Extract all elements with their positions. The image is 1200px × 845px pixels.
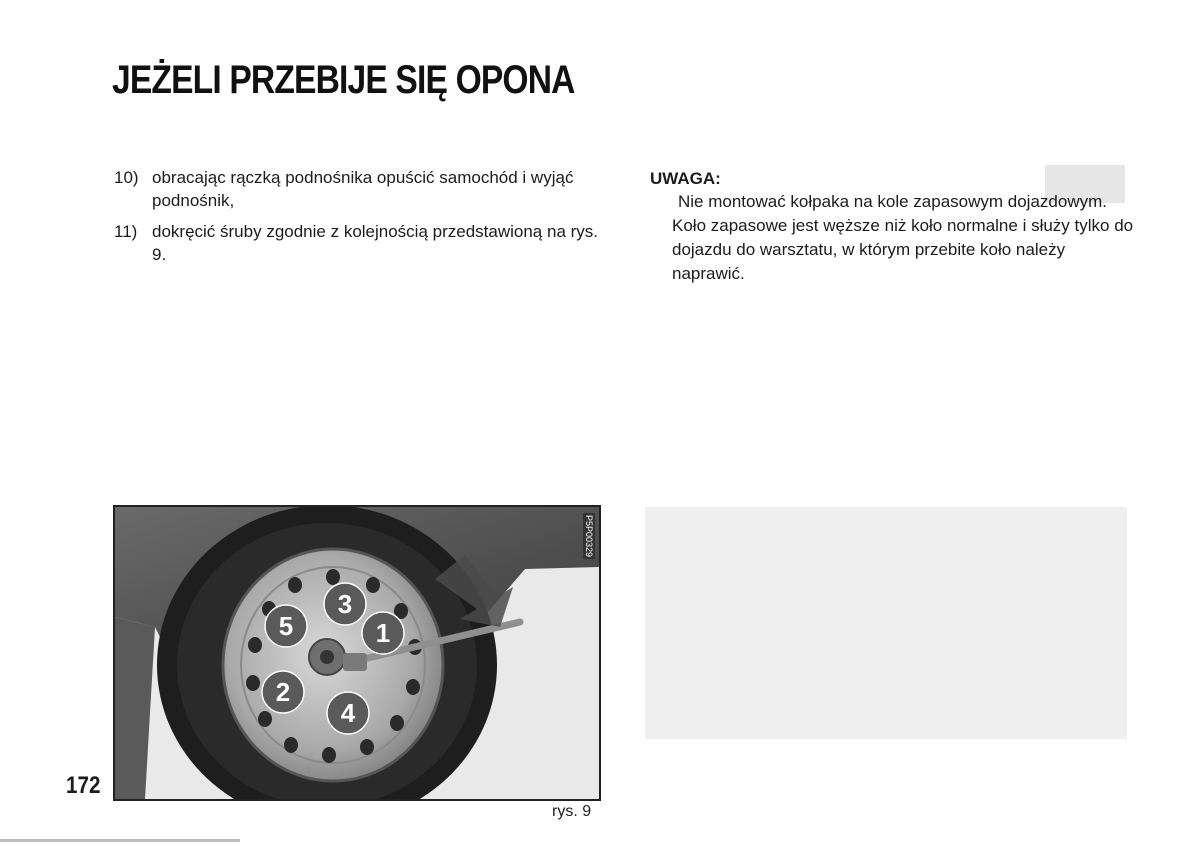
list-item xyxy=(114,166,604,212)
ghost-figure xyxy=(645,507,1127,739)
bolt-label-4: 4 xyxy=(340,698,356,728)
bottom-edge-line xyxy=(0,839,240,842)
step-text: dokręcić śruby zgodnie z kolejnością przedstawioną na xyxy=(152,222,571,241)
figure-reference: rys. 9 xyxy=(152,222,599,264)
figure-caption: rys. 9 xyxy=(552,803,592,820)
wheel-figure xyxy=(113,505,601,801)
note-heading: UWAGA: xyxy=(650,169,721,188)
note-body: Nie montować kołpaka na kole zapasowym dojazdowym. Koło zapasowe jest węższe niż koło normalne i służy tylko do dojazdu do warsztatu, w którym przebite koło należy naprawić. xyxy=(672,192,1134,283)
step-number: 10) xyxy=(114,168,139,187)
figure-code: P5P00329 xyxy=(584,515,594,558)
step-text: obracając rączką podnośnika opuścić samochód i wyjąć podnośnik, xyxy=(152,168,574,210)
bolt-label-1: 1 xyxy=(375,618,391,648)
warning-note xyxy=(650,168,1136,286)
steps-list xyxy=(114,166,604,274)
list-item xyxy=(114,220,604,266)
wheel-illustration xyxy=(115,507,599,799)
step-suffix: . xyxy=(161,245,167,264)
bolt-label-2: 2 xyxy=(275,677,291,707)
bolt-label-5: 5 xyxy=(278,611,294,641)
page-number: 172 xyxy=(66,772,101,799)
page-title: JEŻELI PRZEBIJE SIĘ OPONA xyxy=(112,58,575,102)
bolt-label-3: 3 xyxy=(337,589,353,619)
step-number: 11) xyxy=(114,222,138,241)
